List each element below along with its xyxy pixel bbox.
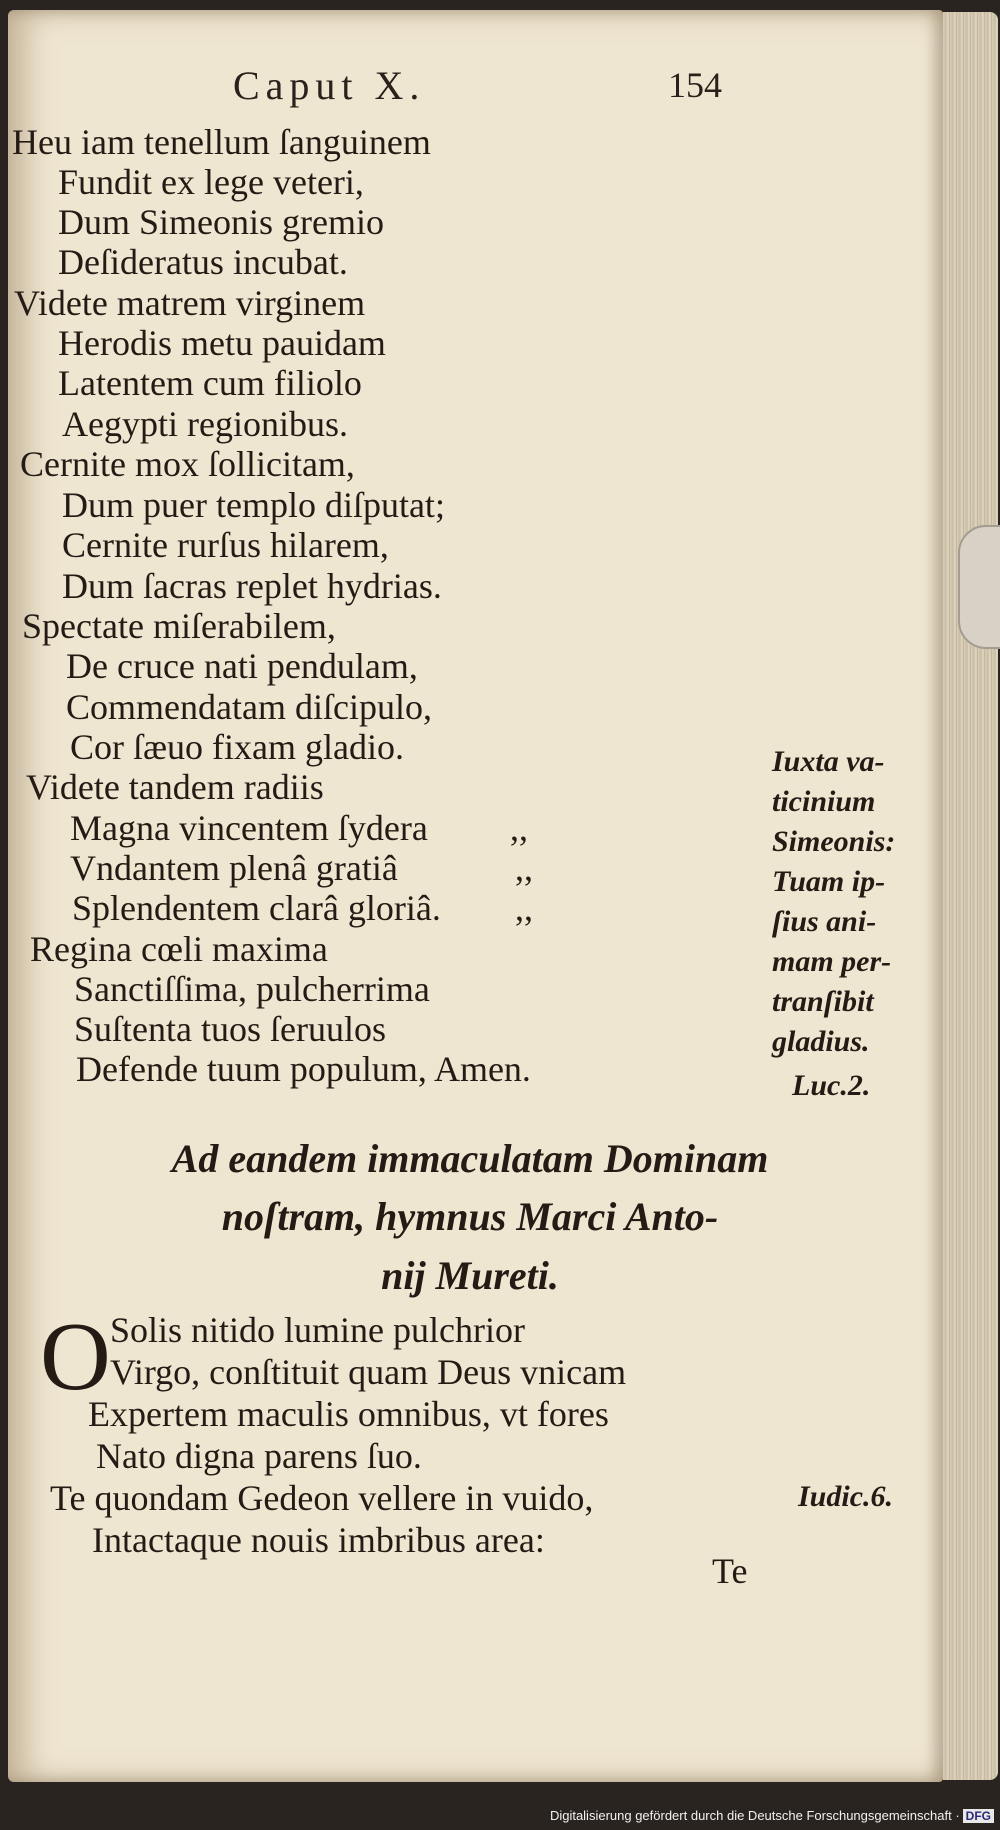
margin-note-line: Simeonis: [772, 825, 896, 858]
margin-note-line: mam per- [772, 945, 892, 978]
verse-line: Dum Simeonis gremio [58, 202, 384, 242]
verse-line: Cernite mox ſollicitam, [20, 444, 355, 484]
verse-line: Solis nitido lumine pulchrior [110, 1310, 525, 1350]
margin-note-line: ticinium [772, 785, 876, 818]
catchword: Te [712, 1551, 748, 1591]
verse-line: Te quondam Gedeon vellere in vuido, [50, 1478, 594, 1518]
page-header [0, 62, 1000, 112]
bookmark-tab [958, 525, 1000, 649]
drop-cap: O [40, 1303, 111, 1411]
verse-line: Vndantem plenâ gratiâ [70, 848, 398, 888]
hymn-title-line: noſtram, hymnus Marci Anto- [221, 1194, 719, 1239]
credit-text: Digitalisierung gefördert durch die Deutsche Forschungsgemeinschaft · [549, 1808, 960, 1823]
verse-line: Cernite rurſus hilarem, [62, 525, 389, 565]
verse-line: Deſideratus incubat. [58, 242, 348, 282]
verse-line: Latentem cum filiolo [58, 363, 362, 403]
margin-note-line: gladius. [772, 1025, 870, 1058]
verse-line: Spectate miſerabilem, [22, 606, 336, 646]
verse-line: De cruce nati pendulam, [66, 646, 418, 686]
quote-mark: ,, [515, 888, 533, 928]
hymn-title-line: nij Mureti. [381, 1253, 559, 1298]
verse-line: Videte tandem radiis [26, 767, 324, 807]
verse-line: Defende tuum populum, Amen. [76, 1049, 531, 1089]
hymn-title-line: Ad eandem immaculatam Dominam [171, 1136, 769, 1181]
margin-note-line: Luc.2. [792, 1069, 871, 1102]
digitization-credit [550, 1808, 994, 1823]
verse-line: Commendatam diſcipulo, [66, 687, 432, 727]
dfg-logo: DFG [963, 1809, 994, 1823]
verse-line: Magna vincentem ſydera [70, 808, 428, 848]
quote-mark: ,, [515, 848, 533, 888]
page-number: 154 [668, 65, 722, 105]
verse-line: Fundit ex lege veteri, [58, 162, 364, 202]
margin-note-line: Tuam ip- [772, 865, 886, 898]
verse-line: Videte matrem virginem [14, 283, 366, 323]
verse-line: Heu iam tenellum ſanguinem [12, 122, 431, 162]
margin-note-line: Iuxta va- [772, 745, 885, 778]
verse-line: Aegypti regionibus. [62, 404, 348, 444]
margin-note-judges: Iudic.6. [798, 1480, 894, 1513]
verse-line: Dum puer templo diſputat; [62, 485, 445, 525]
verse-line: Expertem maculis omnibus, vt fores [88, 1394, 609, 1434]
verse-line: Dum ſacras replet hydrias. [62, 566, 442, 606]
verse-line: Herodis metu pauidam [58, 323, 386, 363]
running-head: Caput X. [233, 63, 426, 108]
verse-line: Sanctiſſima, pulcherrima [74, 969, 430, 1009]
verse-line: Cor ſæuo fixam gladio. [70, 727, 404, 767]
verse-line: Nato digna parens ſuo. [96, 1436, 422, 1476]
verse-line: Intactaque nouis imbribus area: [92, 1520, 545, 1560]
page-edges [943, 12, 998, 1780]
quote-mark: ,, [510, 808, 528, 848]
verse-line: Suſtenta tuos ſeruulos [74, 1009, 386, 1049]
verse-line: Regina cœli maxima [30, 929, 328, 969]
verse-line: Virgo, conſtituit quam Deus vnicam [110, 1352, 627, 1392]
margin-note-line: ſius ani- [772, 905, 877, 938]
margin-note-line: tranſibit [772, 985, 874, 1018]
verse-line: Splendentem clarâ gloriâ. [72, 888, 441, 928]
